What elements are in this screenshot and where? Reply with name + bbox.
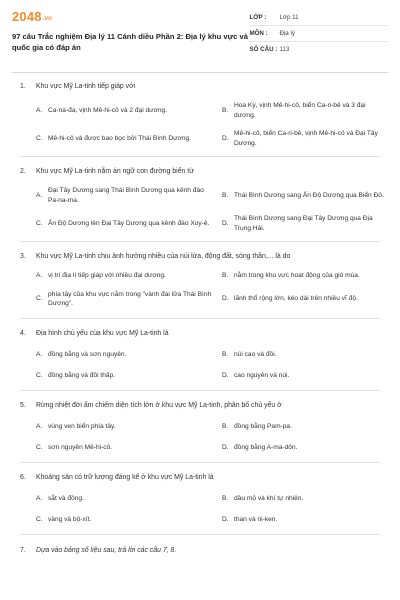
option-letter: D.: [222, 372, 229, 379]
question-text: [20, 252, 380, 262]
question-4: [20, 319, 380, 390]
question-number: 6.: [20, 473, 26, 481]
option-letter: C.: [36, 444, 43, 451]
option-c[interactable]: [36, 443, 222, 453]
option-text: Hoa Kỳ, vịnh Mê-hi-cô, biển Ca-ri-bê và 3 đại dương.: [234, 102, 366, 119]
option-text: vàng và bộ-xít.: [48, 516, 92, 523]
site-logo[interactable]: [12, 10, 249, 26]
option-text: Mê-hi-cô, biển Ca-ri-bê, vịnh Mê-hi-cô và Đại Tây Dương.: [234, 130, 378, 147]
option-grid: [20, 350, 380, 381]
meta-value: Địa lý: [279, 30, 295, 37]
option-text: Ca-na-đa, vịnh Mê-hi-cô và 2 đại dương.: [48, 106, 168, 114]
question-stem: Địa hình chủ yếu của khu vực Mỹ La-tinh là: [36, 329, 169, 337]
option-text: vùng ven biển phía tây.: [48, 422, 116, 430]
question-7: [20, 535, 380, 556]
option-c[interactable]: [36, 214, 222, 233]
question-stem: Khu vực Mỹ La-tinh tiếp giáp với: [36, 83, 136, 90]
option-text: Mê-hi-cô và được bao bọc bởi Thái Bình Dương.: [48, 134, 191, 142]
option-d[interactable]: [222, 371, 394, 381]
option-d[interactable]: [222, 515, 394, 525]
option-text: sắt và đồng.: [48, 494, 84, 502]
option-text: Thái Bình Dương sang Ấn Độ Dương qua Biển Đỏ.: [234, 191, 384, 199]
option-d[interactable]: [222, 129, 394, 148]
meta-label: SỐ CÂU :: [249, 46, 278, 53]
option-grid: [20, 494, 380, 525]
option-grid: [20, 101, 380, 148]
logo-text: 2048: [12, 9, 42, 24]
option-text: nằm trong khu vực hoạt động của gió mùa.: [234, 272, 360, 279]
question-number: 5.: [20, 401, 26, 409]
option-d[interactable]: [222, 443, 394, 453]
header-left: [12, 10, 249, 70]
question-stem: Khu vực Mỹ La-tinh nằm án ngữ con đường biển từ: [36, 168, 194, 175]
option-text: đồng bằng và sơn nguyên.: [48, 350, 127, 358]
option-text: Thái Bình Dương sang Đại Tây Dương qua Địa Trung Hải.: [234, 215, 373, 232]
question-text: [20, 329, 380, 339]
question-list: [12, 73, 388, 556]
option-d[interactable]: [222, 214, 394, 233]
option-letter: B.: [222, 494, 229, 502]
option-text: cao nguyên và núi.: [234, 372, 290, 379]
question-2: [20, 157, 384, 241]
option-letter: C.: [36, 516, 43, 523]
option-text: than và ni-ken.: [234, 516, 278, 523]
option-letter: B.: [222, 106, 229, 114]
option-a[interactable]: [36, 271, 222, 281]
option-letter: A.: [36, 191, 43, 199]
option-b[interactable]: [222, 101, 394, 120]
option-a[interactable]: [36, 101, 222, 120]
option-text: đồng bằng A-ma-dôn.: [234, 444, 298, 451]
option-letter: B.: [222, 422, 229, 430]
option-text: núi cao và đồi.: [234, 350, 277, 358]
meta-value: 113: [279, 46, 290, 53]
question-text: [20, 82, 380, 92]
option-text: vị trí địa lí tiếp giáp với nhiều đại dương.: [48, 272, 166, 279]
question-3: [20, 242, 380, 318]
page-title: 97 câu Trắc nghiệm Địa lý 11 Cánh diều Phần 2: Địa lý khu vực và quốc gia có đáp án: [12, 32, 248, 52]
option-text: Đại Tây Dương sang Thái Bình Dương qua kênh đào Pa-na-ma.: [48, 187, 204, 204]
meta-row-count: [249, 42, 388, 57]
option-letter: C.: [36, 295, 43, 303]
question-number: 3.: [20, 253, 26, 260]
option-grid: [20, 271, 380, 309]
question-text: [20, 473, 380, 483]
option-b[interactable]: [222, 350, 394, 360]
option-letter: A.: [36, 106, 43, 114]
question-stem: Dựa vào bảng số liệu sau, trả lời các câu 7, 8.: [36, 546, 177, 554]
option-letter: A.: [36, 272, 43, 279]
meta-label: MÔN :: [249, 30, 268, 37]
option-c[interactable]: [36, 515, 222, 525]
page-header: [12, 0, 388, 70]
option-a[interactable]: [36, 350, 222, 360]
question-stem: Khu vực Mỹ La-tinh chịu ảnh hưởng nhiều của núi lửa, động đất, sóng thần,... là do: [36, 253, 291, 260]
option-letter: D.: [222, 134, 229, 142]
meta-row-subject: [249, 26, 388, 42]
question-text: [20, 401, 380, 411]
option-b[interactable]: [222, 422, 394, 432]
option-grid: [20, 422, 380, 453]
question-stem: Rừng nhiệt đới ẩm chiếm diện tích lớn ở khu vực Mỹ La-tinh, phân bố chủ yếu ở: [36, 401, 282, 409]
option-a[interactable]: [36, 494, 222, 504]
option-letter: A.: [36, 422, 43, 430]
option-letter: D.: [222, 516, 229, 523]
option-letter: A.: [36, 494, 43, 502]
option-text: dầu mỏ và khí tự nhiên.: [234, 494, 304, 502]
option-text: Ấn Độ Dương lên Đại Tây Dương qua kênh đào Xuy-ê.: [48, 219, 210, 227]
question-number: 2.: [20, 168, 26, 175]
document-meta: [249, 10, 388, 70]
question-stem: Khoáng sản có trữ lượng đáng kể ở khu vực Mỹ La-tinh là: [36, 473, 214, 481]
question-text: [20, 167, 380, 177]
question-6: [20, 463, 380, 534]
option-letter: B.: [222, 191, 229, 199]
option-letter: D.: [222, 219, 229, 227]
option-letter: B.: [222, 272, 229, 279]
option-letter: B.: [222, 350, 229, 358]
option-letter: A.: [36, 350, 43, 358]
option-letter: C.: [36, 219, 43, 227]
option-b[interactable]: [222, 494, 394, 504]
option-letter: C.: [36, 134, 43, 142]
option-text: sơn nguyên Mê-hi-cô.: [48, 444, 113, 451]
question-5: [20, 391, 380, 462]
meta-row-class: [249, 10, 388, 26]
option-text: lãnh thổ rộng lớn, kéo dài trên nhiều vĩ độ.: [234, 295, 358, 303]
question-text: [20, 546, 380, 556]
question-number: 1.: [20, 83, 26, 90]
option-b[interactable]: [222, 186, 394, 205]
question-1: [20, 73, 380, 156]
option-c[interactable]: [36, 129, 222, 148]
option-a[interactable]: [36, 422, 222, 432]
option-c[interactable]: [36, 371, 222, 381]
option-grid: [20, 186, 384, 233]
option-d[interactable]: [222, 290, 394, 309]
meta-label: LỚP :: [249, 14, 267, 21]
question-number: 4.: [20, 329, 26, 337]
option-letter: D.: [222, 444, 229, 451]
option-a[interactable]: [36, 186, 222, 205]
question-number: 7.: [20, 546, 26, 554]
option-b[interactable]: [222, 271, 394, 281]
logo-suffix: .vn: [42, 16, 53, 22]
meta-value: Lớp 11: [279, 14, 299, 21]
option-letter: D.: [222, 295, 229, 303]
option-text: đồng bằng Pam-pa.: [234, 422, 292, 430]
option-text: phía tây của khu vực nằm trong "vành đai lửa Thái Bình Dương".: [48, 290, 212, 307]
option-c[interactable]: [36, 290, 222, 309]
option-text: đồng bằng và đồi thấp.: [48, 372, 116, 379]
option-letter: C.: [36, 372, 43, 379]
